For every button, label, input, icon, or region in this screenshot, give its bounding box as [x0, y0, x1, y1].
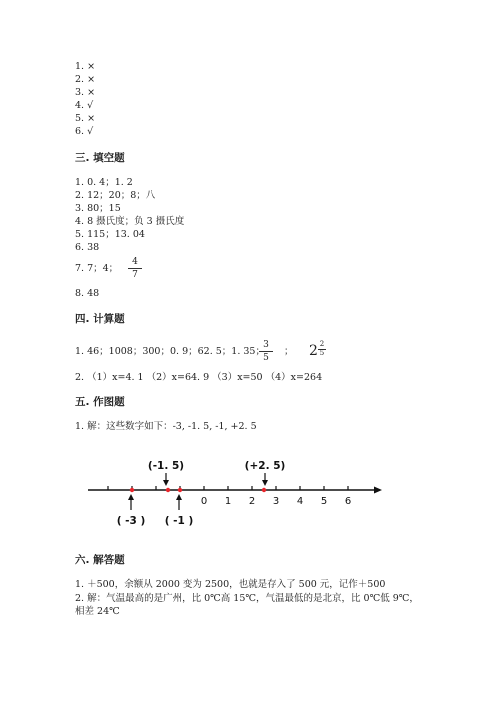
fraction-three-fifths [259, 340, 273, 363]
label-minus-1-5: (-1. 5) [147, 460, 185, 472]
fraction-denominator: 5 [263, 353, 269, 363]
judge-answer-2: 2. × [75, 74, 96, 85]
fill-answer-7: 7. 7；4； [75, 263, 119, 274]
point-minus-3 [130, 488, 134, 492]
fraction-numerator: 4 [132, 257, 138, 267]
section-title-drawing: 五. 作图题 [75, 396, 125, 408]
judge-answer-4: 4. √ [75, 100, 94, 111]
tick-label-4: 4 [296, 496, 304, 507]
fill-answer-8: 8. 48 [75, 288, 100, 299]
fill-answer-1: 1. 0. 4；1. 2 [75, 177, 133, 188]
drawing-answer-1: 1. 解：这些数字如下：-3, -1. 5, -1, +2. 5 [75, 421, 257, 432]
calc-answer-1: 1. 46；1008；300；0. 9；62. 5；1. 35； [75, 346, 265, 357]
fraction-numerator: 3 [263, 340, 269, 350]
axis-arrow-head [374, 487, 382, 494]
tick-label-0: 0 [200, 496, 208, 507]
fill-answer-2: 2. 12；20；8；八 [75, 190, 156, 201]
tick-label-5: 5 [320, 496, 328, 507]
fraction-denominator: 7 [132, 270, 138, 280]
section-title-answers: 六. 解答题 [75, 554, 125, 566]
calc-separator: ； [284, 346, 294, 357]
tick-label-1: 1 [224, 496, 232, 507]
tick-label-3: 3 [272, 496, 280, 507]
section-title-calculation: 四. 计算题 [75, 313, 125, 325]
judge-answer-3: 3. × [75, 87, 96, 98]
solve-answer-1: 1. ＋500，余额从 2000 变为 2500，也就是存入了 500 元，记作＋500 [75, 579, 386, 590]
mixed-number-fraction [318, 341, 326, 357]
fill-answer-5: 5. 115；13. 04 [75, 229, 145, 240]
fraction-four-sevenths [128, 257, 142, 280]
solve-answer-2: 2. 解：气温最高的是广州，比 0℃高 15℃，气温最低的是北京，比 0℃低 9℃， [75, 593, 419, 604]
fill-answer-4: 4. 8 摄氏度；负 3 摄氏度 [75, 216, 185, 227]
point-minus-1-5 [166, 488, 170, 492]
point-plus-2-5 [262, 488, 266, 492]
fill-answer-6: 6. 38 [75, 242, 100, 253]
solve-answer-2-continued: 相差 24℃ [75, 606, 120, 617]
mixed-number-whole: 2 [309, 343, 318, 359]
section-title-fill-blank: 三. 填空题 [75, 152, 125, 164]
label-minus-3: ( -3 ) [116, 515, 146, 527]
calc-answer-2: 2. （1）x=4. 1 （2）x=64. 9 （3）x=50 （4）x=264 [75, 372, 323, 383]
point-minus-1 [178, 488, 182, 492]
label-plus-2-5: (+2. 5) [244, 460, 286, 472]
judge-answer-5: 5. × [75, 113, 96, 124]
fill-answer-3: 3. 80；15 [75, 203, 121, 214]
number-line-diagram [0, 450, 500, 540]
judge-answer-1: 1. × [75, 61, 96, 72]
fraction-numerator: 2 [319, 340, 325, 348]
label-minus-1: ( -1 ) [164, 515, 194, 527]
tick-label-6: 6 [344, 496, 352, 507]
judge-answer-6: 6. √ [75, 126, 94, 137]
tick-label-2: 2 [248, 496, 256, 507]
fraction-denominator: 5 [319, 349, 325, 357]
